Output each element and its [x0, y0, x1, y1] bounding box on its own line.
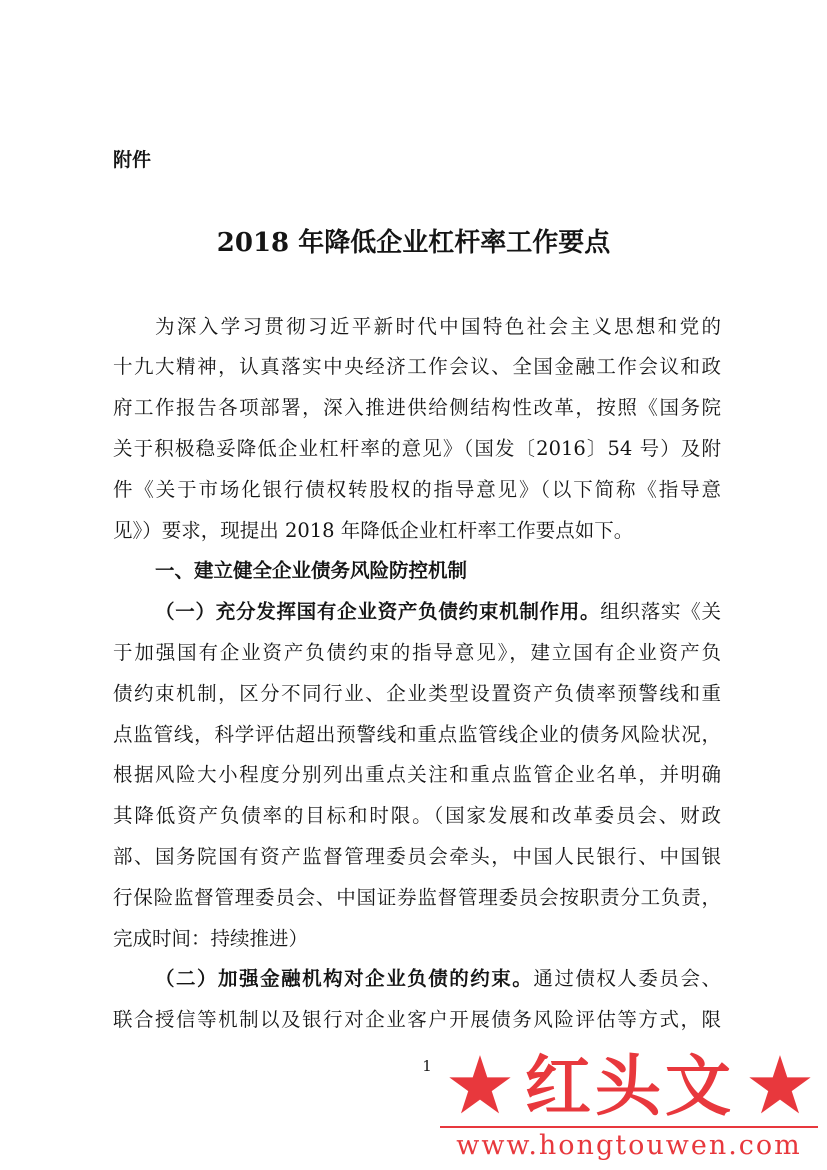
body-line: [113, 959, 721, 1000]
body-line: 其降低资产负债率的目标和时限。（国家发展和改革委员会、财政: [113, 804, 721, 828]
body-line: 债约束机制，区分不同行业、企业类型设置资产负债率预警线和重: [113, 681, 721, 705]
page-number: 1: [422, 1057, 432, 1075]
body-line: 完成时间：持续推进）: [113, 926, 309, 950]
body-line: 关于积极稳妥降低企业杠杆率的意见》（国发〔2016〕54 号）及附: [113, 436, 721, 460]
body-line: 根据风险大小程度分别列出重点关注和重点监管企业名单，并明确: [113, 763, 721, 787]
star-icon: [440, 1043, 520, 1129]
star-icon: [740, 1043, 820, 1129]
body-line: 为深入学习贯彻习近平新时代中国特色社会主义思想和党的: [155, 314, 721, 338]
document-body: [113, 307, 721, 1041]
body-line: 府工作报告各项部署，深入推进供给侧结构性改革，按照《国务院: [113, 396, 721, 420]
body-text-run: 通过债权人委员会、: [533, 967, 721, 991]
body-line: 行保险监督管理委员会、中国证券监督管理委员会按职责分工负责，: [113, 885, 721, 909]
body-line: 件《关于市场化银行债权转股权的指导意见》（以下简称《指导意: [113, 477, 721, 501]
body-line: 联合授信等机制以及银行对企业客户开展债务风险评估等方式，限: [113, 1008, 721, 1032]
body-line: 于加强国有企业资产负债约束的指导意见》，建立国有企业资产负: [113, 640, 721, 664]
attachment-label: 附件: [113, 149, 152, 171]
body-line: 部、国务院国有资产监督管理委员会牵头，中国人民银行、中国银: [113, 844, 721, 868]
body-text-run: 组织落实《关: [600, 600, 721, 624]
document-title: 2018 年降低企业杠杆率工作要点: [216, 228, 611, 258]
watermark-logo: [440, 1043, 820, 1129]
item-heading: （一）充分发挥国有企业资产负债约束机制作用。: [155, 600, 601, 624]
watermark-text: 红头文: [525, 1047, 735, 1125]
body-line: 点监管线，科学评估超出预警线和重点监管线企业的债务风险状况，: [113, 722, 721, 746]
body-line: 十九大精神，认真落实中央经济工作会议、全国金融工作会议和政: [113, 355, 721, 379]
body-line: 见》）要求，现提出 2018 年降低企业杠杆率工作要点如下。: [113, 518, 634, 542]
item-heading: （二）加强金融机构对企业负债的约束。: [155, 967, 534, 991]
section-heading: 一、建立健全企业债务风险防控机制: [155, 559, 468, 583]
watermark-url: www.hongtouwen.com: [456, 1130, 802, 1161]
body-line: [113, 592, 721, 633]
